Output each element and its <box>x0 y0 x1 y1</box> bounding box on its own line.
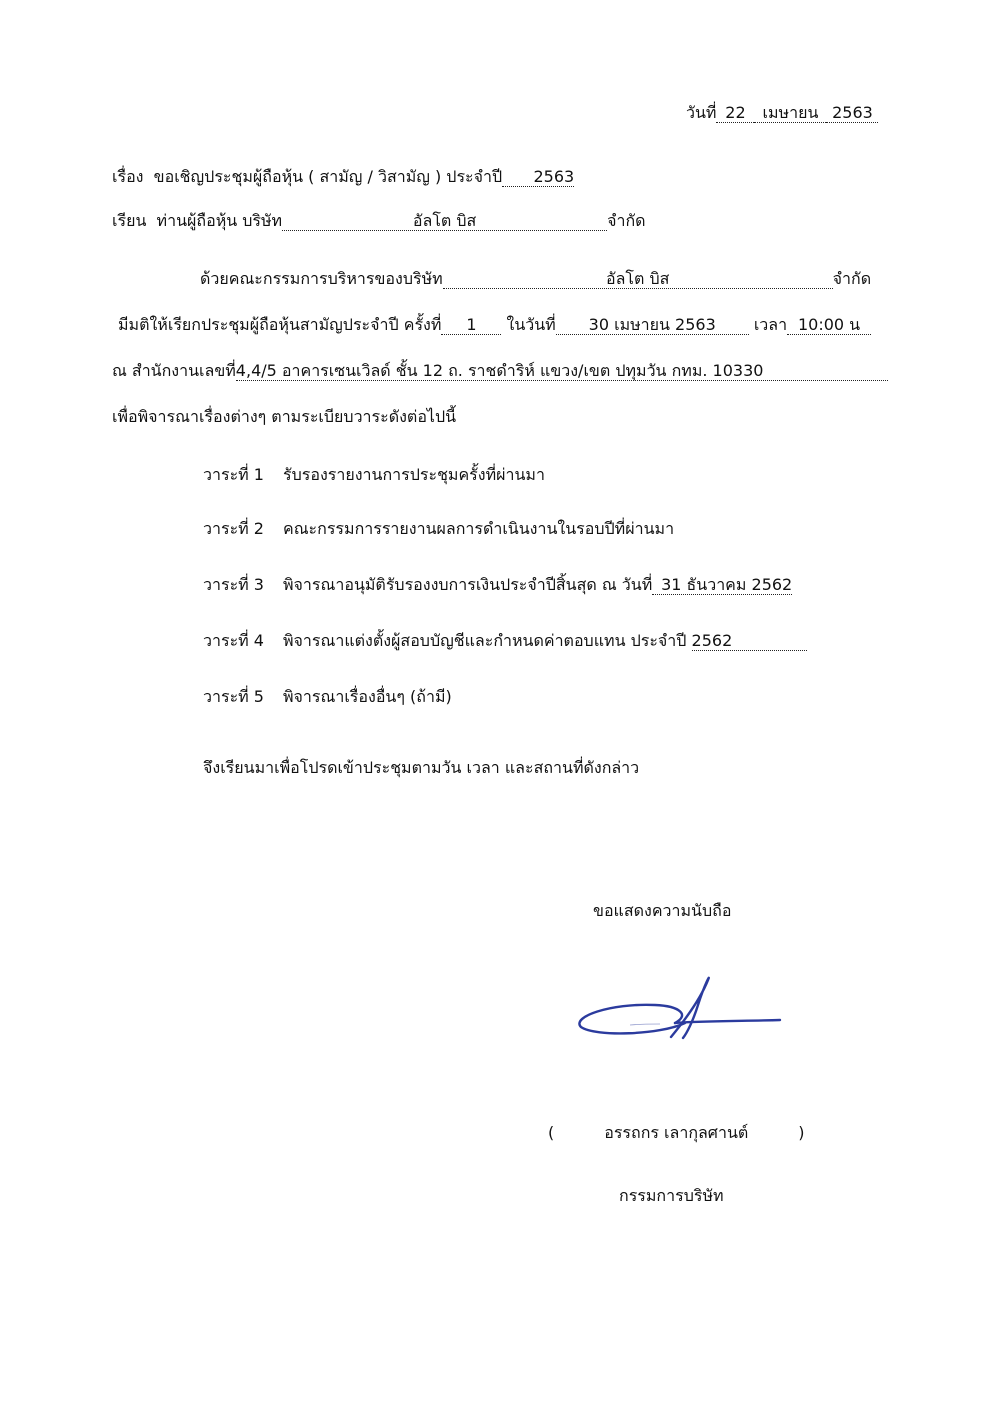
agenda-text: พิจารณาแต่งตั้งผู้สอบบัญชีและกำหนดค่าตอบแทน ประจำปี <box>283 631 687 650</box>
agenda-item-2 <box>203 518 674 540</box>
agenda-label: วาระที่ 1 <box>203 465 264 484</box>
body-line-4 <box>112 406 456 428</box>
body-prefix-3: ณ สำนักงานเลขที่ <box>112 361 236 380</box>
agenda-label: วาระที่ 3 <box>203 575 264 594</box>
meeting-time: 10:00 น <box>787 316 871 335</box>
recipient-label: เรียน <box>112 211 147 230</box>
recipient-company: อัลโต บิส <box>282 212 607 231</box>
agenda-label: วาระที่ 5 <box>203 687 264 706</box>
signer-line <box>548 1122 805 1144</box>
agenda-item-3 <box>203 574 792 596</box>
meeting-time-label: เวลา <box>753 315 788 334</box>
agenda-item-4 <box>203 630 807 652</box>
body-intro-agenda: เพื่อพิจารณาเรื่องต่างๆ ตามระเบียบวาระดังต่อไปนี้ <box>112 407 457 426</box>
body-line-1 <box>200 268 871 290</box>
body-prefix-2: มีมติให้เรียกประชุมผู้ถือหุ้นสามัญประจำปี ครั้งที่ <box>118 315 442 334</box>
agenda-text: รับรองรายงานการประชุมครั้งที่ผ่านมา <box>283 465 545 484</box>
date-year: 2563 <box>826 104 878 123</box>
body-suffix-1: จำกัด <box>832 269 872 288</box>
body-line-2 <box>118 314 871 336</box>
agenda-label: วาระที่ 2 <box>203 519 264 538</box>
agenda-fill-year: 2562 <box>692 632 807 651</box>
signer-open-paren: ( <box>548 1123 555 1142</box>
recipient-text: ท่านผู้ถือหุ้น บริษัท <box>156 211 283 230</box>
office-address: 4,4/5 อาคารเซนเวิลด์ ชั้น 12 ถ. ราชดำริห์ แขวง/เขต ปทุมวัน กทม. 10330 <box>236 362 888 381</box>
signature-icon <box>575 975 790 1050</box>
date-line <box>686 102 878 124</box>
agenda-text: พิจารณาเรื่องอื่นๆ (ถ้ามี) <box>283 687 452 706</box>
signer-close-paren: ) <box>798 1123 805 1142</box>
date-label: วันที่ <box>686 103 717 122</box>
agenda-item-1 <box>203 464 545 486</box>
agenda-item-5 <box>203 686 452 708</box>
meeting-date: 30 เมษายน 2563 <box>556 316 749 335</box>
date-day: 22 <box>716 104 754 123</box>
recipient-suffix: จำกัด <box>607 211 646 230</box>
date-month: เมษายน <box>754 104 826 123</box>
regards-text: ขอแสดงความนับถือ <box>593 901 732 920</box>
subject-line <box>112 166 574 188</box>
subject-text: ขอเชิญประชุมผู้ถือหุ้น ( สามัญ / วิสามัญ ) ประจำปี <box>153 167 503 186</box>
recipient-line <box>112 210 646 232</box>
agenda-text: พิจารณาอนุมัติรับรองงบการเงินประจำปีสิ้นสุด ณ วันที่ <box>283 575 653 594</box>
agenda-fill-date: 31 ธันวาคม 2562 <box>652 576 792 595</box>
closing-text: จึงเรียนมาเพื่อโปรดเข้าประชุมตามวัน เวลา และสถานที่ดังกล่าว <box>203 758 640 777</box>
subject-year: 2563 <box>502 168 574 187</box>
signer-name: อรรถกร เลากุลศานต์ <box>604 1123 749 1142</box>
body-prefix-1: ด้วยคณะกรรมการบริหารของบริษัท <box>200 269 443 288</box>
subject-label: เรื่อง <box>112 167 144 186</box>
body-line-3 <box>112 360 888 382</box>
agenda-text: คณะกรรมการรายงานผลการดำเนินงานในรอบปีที่ผ่านมา <box>283 519 675 538</box>
body-company: อัลโต บิส <box>443 270 833 289</box>
meeting-date-label: ในวันที่ <box>506 315 556 334</box>
agenda-label: วาระที่ 4 <box>203 631 264 650</box>
signer-title: กรรมการบริษัท <box>619 1186 724 1205</box>
meeting-number: 1 <box>441 316 501 335</box>
